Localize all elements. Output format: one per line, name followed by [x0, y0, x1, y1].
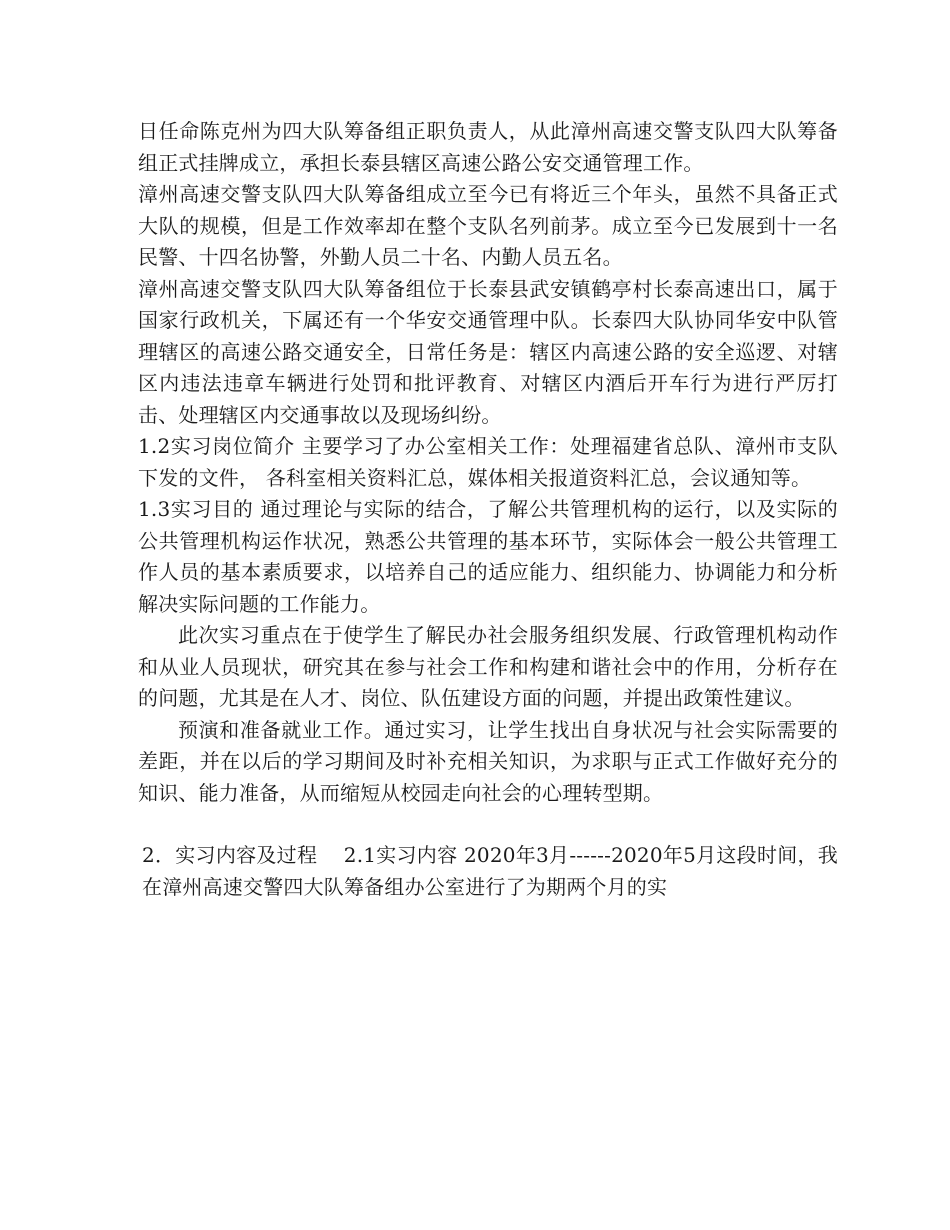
paragraph-location: 漳州高速交警支队四大队筹备组位于长泰县武安镇鹤亭村长泰高速出口，属于国家行政机关，下属还有一个华安交通管理中队。长泰四大队协同华安中队管理辖区的高速公路交通安全，日常任务是：辖区内高速公路的安全巡逻、对辖区内违法违章车辆进行处罚和批评教育、对辖区内酒后开车行为进行严厉打击、处理辖区内交通事故以及现场纠纷。	[138, 276, 838, 427]
section-internship-content: 2．实习内容及过程 2.1实习内容 2020年3月------2020年5月这段时间，我在漳州高速交警四大队筹备组办公室进行了为期两个月的实	[142, 843, 838, 899]
paragraph-employment-preparation: 预演和准备就业工作。通过实习，让学生找出自身状况与社会实际需要的差距，并在以后的学习期间及时补充相关知识，为求职与正式工作做好充分的知识、能力准备，从而缩短从校园走向社会的心理转型期。	[138, 717, 838, 805]
paragraph-internship-focus: 此次实习重点在于使学生了解民办社会服务组织发展、行政管理机构动作和从业人员现状，研究其在参与社会工作和构建和谐社会中的作用，分析存在的问题，尤其是在人才、岗位、队伍建设方面的问题，并提出政策性建议。	[138, 623, 838, 710]
paragraph-internship-purpose: 1.3实习目的 通过理论与实际的结合，了解公共管理机构的运行，以及实际的公共管理机构运作状况，熟悉公共管理的基本环节，实际体会一般公共管理工作人员的基本素质要求，以培养自己的适应能力、组织能力、协调能力和分析解决实际问题的工作能力。	[138, 497, 838, 616]
paragraph-spacer	[138, 809, 838, 840]
paragraph-internship-position: 1.2实习岗位简介 主要学习了办公室相关工作：处理福建省总队、漳州市支队下发的文件， 各科室相关资料汇总，媒体相关报道资料汇总，会议通知等。	[138, 434, 838, 490]
paragraph-appointment: 日任命陈克州为四大队筹备组正职负责人，从此漳州高速交警支队四大队筹备组正式挂牌成立，承担长泰县辖区高速公路公安交通管理工作。	[138, 119, 838, 175]
paragraph-establishment: 漳州高速交警支队四大队筹备组成立至今已有将近三个年头，虽然不具备正式大队的规模，但是工作效率却在整个支队名列前茅。成立至今已发展到十一名民警、十四名协警，外勤人员二十名、内勤人员五名。	[138, 182, 838, 269]
document-body	[138, 116, 838, 903]
